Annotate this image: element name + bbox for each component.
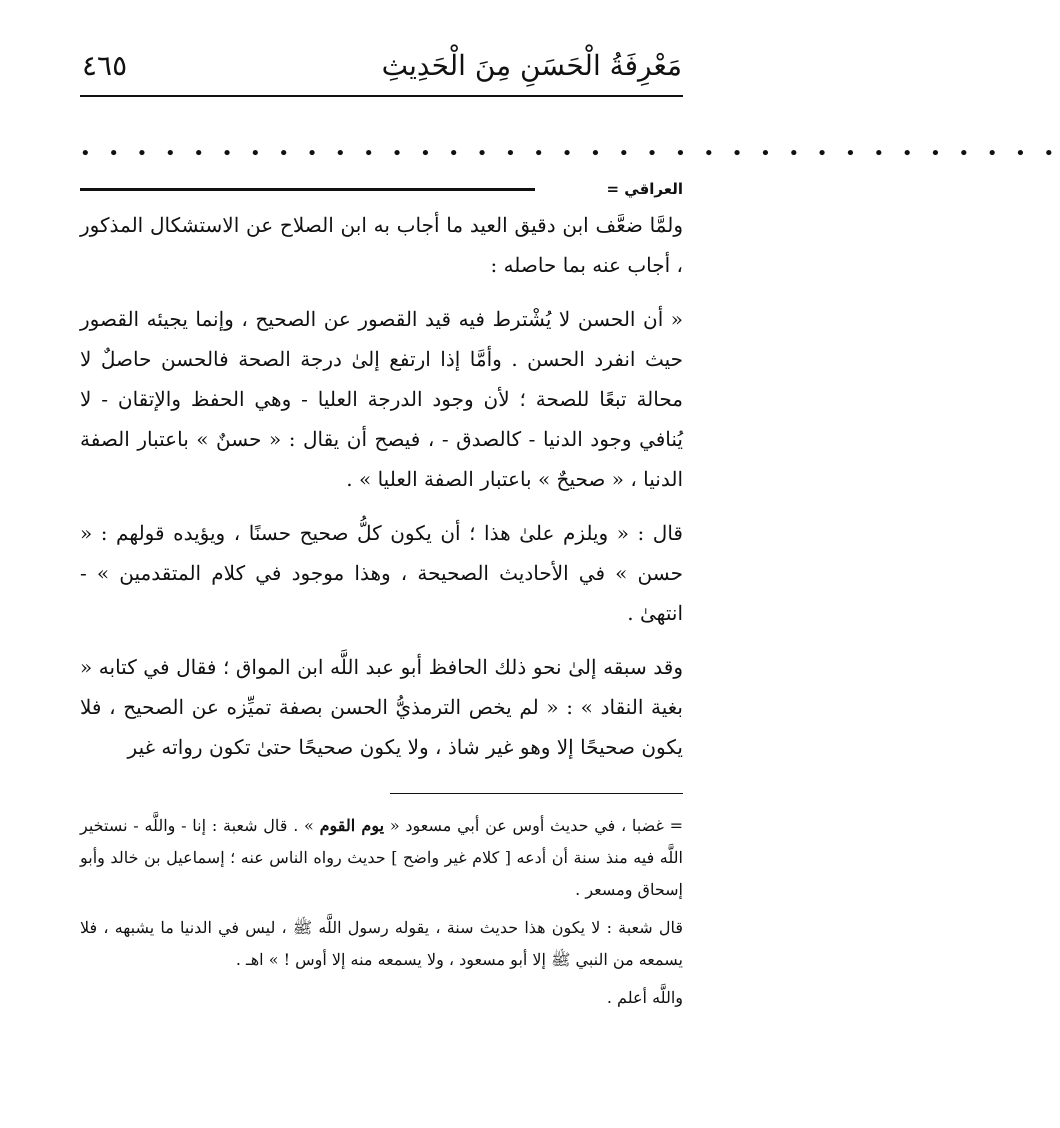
page-number: ٤٦٥ [82, 49, 128, 82]
footnote-rule [390, 793, 683, 794]
section-rule [80, 188, 535, 191]
paragraph: قال : « ويلزم علىٰ هذا ؛ أن يكون كلُّ صحيح حسنًا ، ويؤيده قولهم : « حسن » في الأحاديث الصحيحة ، وهذا موجود في كلام المتقدمين » - انتهىٰ . [80, 521, 683, 625]
running-title: مَعْرِفَةُ الْحَسَنِ مِنَ الْحَدِيثِ [381, 49, 682, 82]
footnote: واللَّه أعلم . [606, 988, 683, 1007]
section-row [80, 178, 683, 200]
footnote-text: » . قال شعبة : إنا - واللَّه - نستخير اللَّه فيه منذ سنة أن أدعه [ كلام غير واضح ] حديث رواه الناس عنه ؛ إسماعيل بن خالد وأبو إسحاق ومسعر . [80, 816, 683, 899]
separator-dots: • • • • • • • • • • • • • • • • • • • • • • • • • • • • • • • • • • • [80, 143, 1060, 164]
section-label: العراقي = [606, 180, 683, 198]
footnote-bold-text: يوم القوم [319, 816, 385, 835]
paragraph: ولمَّا ضعَّف ابن دقيق العيد ما أجاب به ابن الصلاح عن الاستشكال المذكور ، أجاب عنه بما حاصله : [80, 213, 683, 277]
main-text [80, 205, 683, 781]
paragraph: وقد سبقه إلىٰ نحو ذلك الحافظ أبو عبد اللَّه ابن المواق ؛ فقال في كتابه « بغية النقاد » : « لم يخص الترمذيُّ الحسن بصفة تميِّزه عن الصحيح ، فلا يكون صحيحًا إلا وهو غير شاذ ، ولا يكون صحيحًا حتىٰ تكون رواته غير [80, 655, 683, 759]
footnote [80, 810, 683, 906]
page-header [82, 46, 682, 92]
footnote-text: = غضبا ، في حديث أوس عن أبي مسعود « [384, 816, 684, 835]
paragraph: « أن الحسن لا يُشْترط فيه قيد القصور عن الصحيح ، وإنما يجيئه القصور حيث انفرد الحسن . وأمَّا إذا ارتفع إلىٰ درجة الصحة فالحسن حاصلٌ لا محالة تبعًا للصحة ؛ لأن وجود الدرجة العليا - وهي الحفظ والإتقان - لا يُنافي وجود الدنيا - كالصدق - ، فيصح أن يقال : « حسنٌ » باعتبار الصفة الدنيا ، « صحيحٌ » باعتبار الصفة العليا » . [80, 307, 683, 491]
footnote: قال شعبة : لا يكون هذا حديث سنة ، يقوله رسول اللَّه ﷺ ، ليس في الدنيا ما يشبهه ، فلا يسمعه من النبي ﷺ إلا أبو مسعود ، ولا يسمعه منه إلا أوس ! » اهـ . [80, 918, 683, 969]
footnotes [80, 810, 683, 1020]
header-rule [80, 95, 683, 97]
